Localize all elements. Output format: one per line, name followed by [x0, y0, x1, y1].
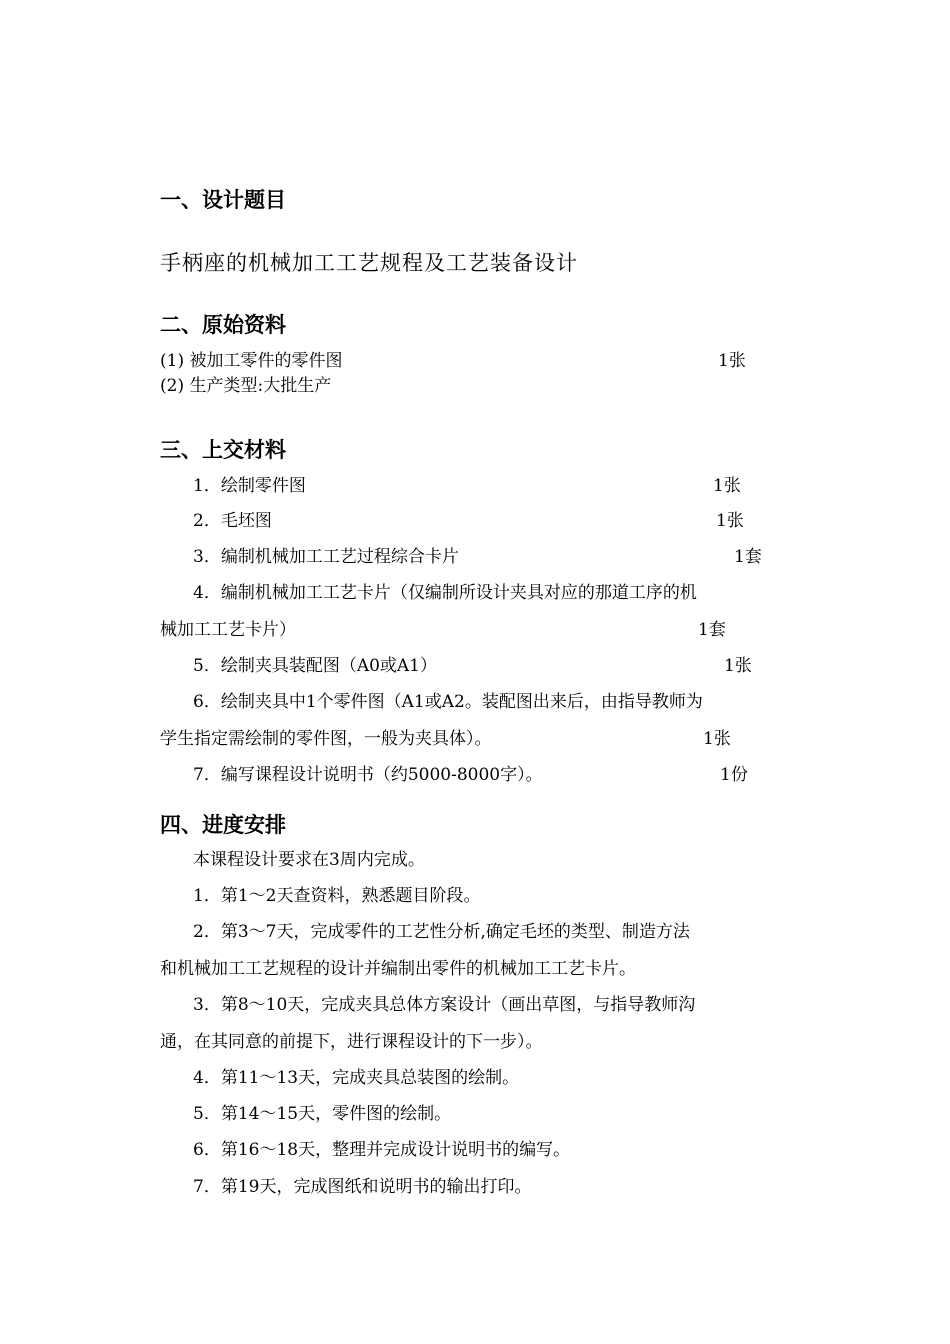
deliverable-item-5: 5．绘制夹具装配图（A0或A1）: [193, 656, 438, 676]
section-heading-design-topic: 一、设计题目: [160, 188, 286, 212]
deliverable-item-6-line2: 学生指定需绘制的零件图，一般为夹具体）。: [160, 729, 492, 749]
deliverable-item-6-line1: 6．绘制夹具中1个零件图（A1或A2。装配图出来后，由指导教师为: [193, 692, 703, 712]
section-heading-original-materials: 二、原始资料: [160, 313, 286, 337]
original-item-2: (2) 生产类型:大批生产: [160, 376, 332, 396]
schedule-item-1: 1．第1～2天查资料，熟悉题目阶段。: [193, 886, 481, 906]
deliverable-item-3: 3．编制机械加工工艺过程综合卡片: [193, 547, 459, 567]
schedule-item-3-line1: 3．第8～10天，完成夹具总体方案设计（画出草图，与指导教师沟: [193, 995, 696, 1015]
schedule-intro: 本课程设计要求在3周内完成。: [193, 850, 425, 870]
schedule-item-5: 5．第14～15天，零件图的绘制。: [193, 1104, 452, 1124]
schedule-item-7: 7．第19天，完成图纸和说明书的输出打印。: [193, 1177, 532, 1197]
schedule-item-6: 6．第16～18天，整理并完成设计说明书的编写。: [193, 1140, 571, 1160]
deliverable-item-5-qty: 1张: [724, 656, 752, 676]
deliverable-item-1-qty: 1张: [713, 476, 741, 496]
schedule-item-2-line2: 和机械加工工艺规程的设计并编制出零件的机械加工工艺卡片。: [160, 959, 636, 979]
deliverable-item-6-qty: 1张: [703, 729, 731, 749]
deliverable-item-4-qty: 1套: [698, 620, 726, 640]
deliverable-item-3-qty: 1套: [734, 547, 762, 567]
schedule-item-4: 4．第11～13天，完成夹具总装图的绘制。: [193, 1068, 520, 1088]
deliverable-item-1: 1．绘制零件图: [193, 476, 306, 496]
deliverable-item-7-qty: 1份: [720, 765, 748, 785]
deliverable-item-4-line1: 4．编制机械加工工艺卡片（仅编制所设计夹具对应的那道工序的机: [193, 583, 697, 603]
deliverable-item-7: 7．编写课程设计说明书（约5000-8000字）。: [193, 765, 543, 785]
schedule-item-2-line1: 2．第3～7天，完成零件的工艺性分析,确定毛坯的类型、制造方法: [193, 922, 690, 942]
original-item-1-qty: 1张: [718, 351, 746, 371]
design-topic-title: 手柄座的机械加工工艺规程及工艺装备设计: [160, 251, 578, 275]
schedule-item-3-line2: 通，在其同意的前提下，进行课程设计的下一步）。: [160, 1032, 543, 1052]
deliverable-item-4-line2: 械加工工艺卡片）: [160, 620, 296, 640]
original-item-1: (1) 被加工零件的零件图: [160, 351, 343, 371]
deliverable-item-2-qty: 1张: [716, 511, 744, 531]
section-heading-schedule: 四、进度安排: [160, 813, 286, 837]
section-heading-deliverables: 三、上交材料: [160, 438, 286, 462]
deliverable-item-2: 2．毛坯图: [193, 511, 272, 531]
